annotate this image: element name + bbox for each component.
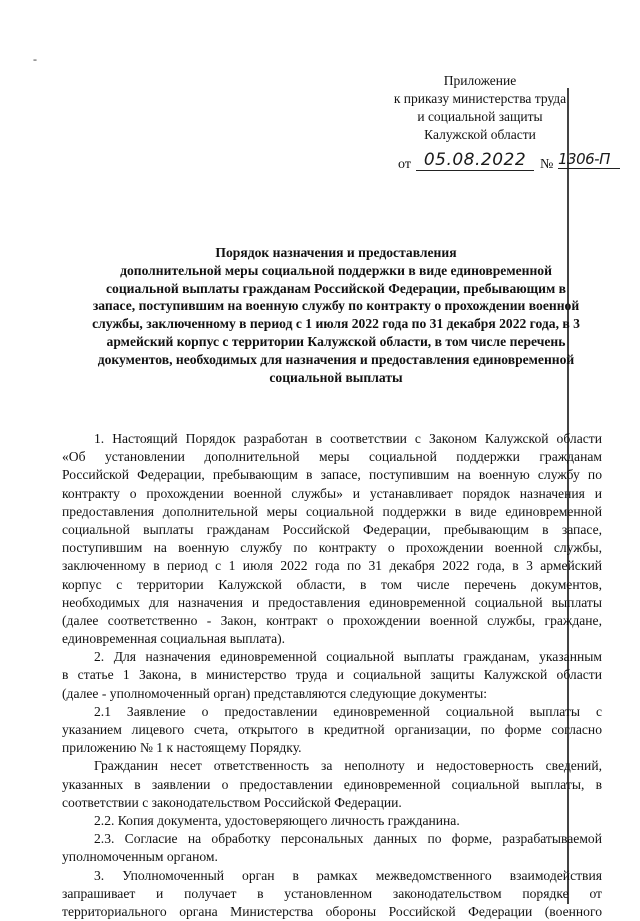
title-line: службы, заключенному в период с 1 июля 2022 года по 31 декабря 2022 года, в 3 <box>92 316 580 332</box>
body-line: соответствии с законодательством Российской Федерации. <box>62 794 402 810</box>
body-line: запрашивает и получает в установленном законодательством порядке от <box>62 885 602 901</box>
body-line: заключенному в период с 1 июля 2022 года по 31 декабря 2022 года, в 3 армейский <box>62 558 602 574</box>
body-line: (далее соответственно - Закон, контракт о прохождении военной службы, граждане, <box>62 612 602 628</box>
appendix-line: Приложение <box>443 73 517 88</box>
body-line: 2.3. Согласие на обработку персональных данных по форме, разрабатываемой <box>94 831 602 847</box>
body-line: социальной выплаты гражданам Российской Федерации, пребывающим в запасе, <box>62 521 602 537</box>
body-line: корпус с территории Калужской области, в том числе перечень документов, <box>62 576 602 592</box>
body-line: предоставления дополнительной меры социальной поддержки в виде единовременной <box>62 503 602 519</box>
body-line: (далее - уполномоченный орган) представляются следующие документы: <box>62 685 488 701</box>
document-title <box>80 244 592 386</box>
body-line: Российской Федерации, пребывающим в запасе, поступившим на военную службу по <box>62 467 602 483</box>
body-line: территориального органа Министерства обороны Российской Федерации (военного <box>62 903 602 919</box>
body-line: «Об установлении дополнительной меры социальной поддержки гражданам <box>62 449 602 465</box>
order-number-handwritten: 1306-П <box>558 150 620 169</box>
body-line: контракту о прохождении военной службы» и устанавливает порядок назначения и <box>62 485 602 501</box>
body-line: 2. Для назначения единовременной социальной выплаты гражданам, указанным <box>94 649 602 665</box>
appendix-line: к приказу министерства труда <box>393 91 567 106</box>
body-line: необходимых для назначения и предоставления единовременной социальной выплаты <box>62 594 602 610</box>
title-line: документов, необходимых для назначения и предоставления единовременной <box>97 351 575 367</box>
order-reference <box>398 150 628 178</box>
body-line: поступившим на военную службу по контракту о прохождении военной службы, <box>62 540 602 556</box>
body-line: уполномоченным органом. <box>62 849 218 865</box>
order-prefix: от <box>398 157 411 172</box>
title-line: социальной выплаты <box>269 369 403 385</box>
document-body <box>62 430 602 921</box>
appendix-line: и социальной защиты <box>417 109 543 124</box>
corner-mark: - <box>33 52 37 66</box>
body-line: 3. Уполномоченный орган в рамках межведомственного взаимодействия <box>94 867 602 883</box>
title-line: армейский корпус с территории Калужской области, в том числе перечень <box>106 333 566 349</box>
body-line: единовременная социальная выплата). <box>62 631 286 647</box>
body-line: 1. Настоящий Порядок разработан в соответствии с Законом Калужской области <box>94 431 602 446</box>
body-line: 2.1 Заявление о предоставлении единовременной социальной выплаты с <box>94 703 602 719</box>
title-line: запасе, поступившим на военную службу по контракту о прохождении военной <box>92 298 580 314</box>
body-line: в статье 1 Закона, в министерство труда и социальной защиты Калужской области <box>62 667 602 683</box>
appendix-header <box>360 72 600 144</box>
body-line: 2.2. Копия документа, удостоверяющего личность гражданина. <box>94 812 460 828</box>
body-line: приложению № 1 к настоящему Порядку. <box>62 740 302 756</box>
order-number-prefix: № <box>540 157 554 172</box>
order-date-handwritten: 05.08.2022 <box>416 150 534 171</box>
appendix-line: Калужской области <box>424 127 536 142</box>
body-line: указанием лицевого счета, открытого в кредитной организации, по форме согласно <box>62 722 602 737</box>
body-line: Гражданин несет ответственность за неполноту и недостоверность сведений, <box>94 758 602 774</box>
body-line: указанных в заявлении о предоставлении единовременной социальной выплаты, в <box>62 776 602 792</box>
title-line: социальной выплаты гражданам Российской Федерации, пребывающим в <box>106 280 566 296</box>
title-line: Порядок назначения и предоставления <box>215 245 457 260</box>
title-line: дополнительной меры социальной поддержки в виде единовременной <box>120 262 552 278</box>
